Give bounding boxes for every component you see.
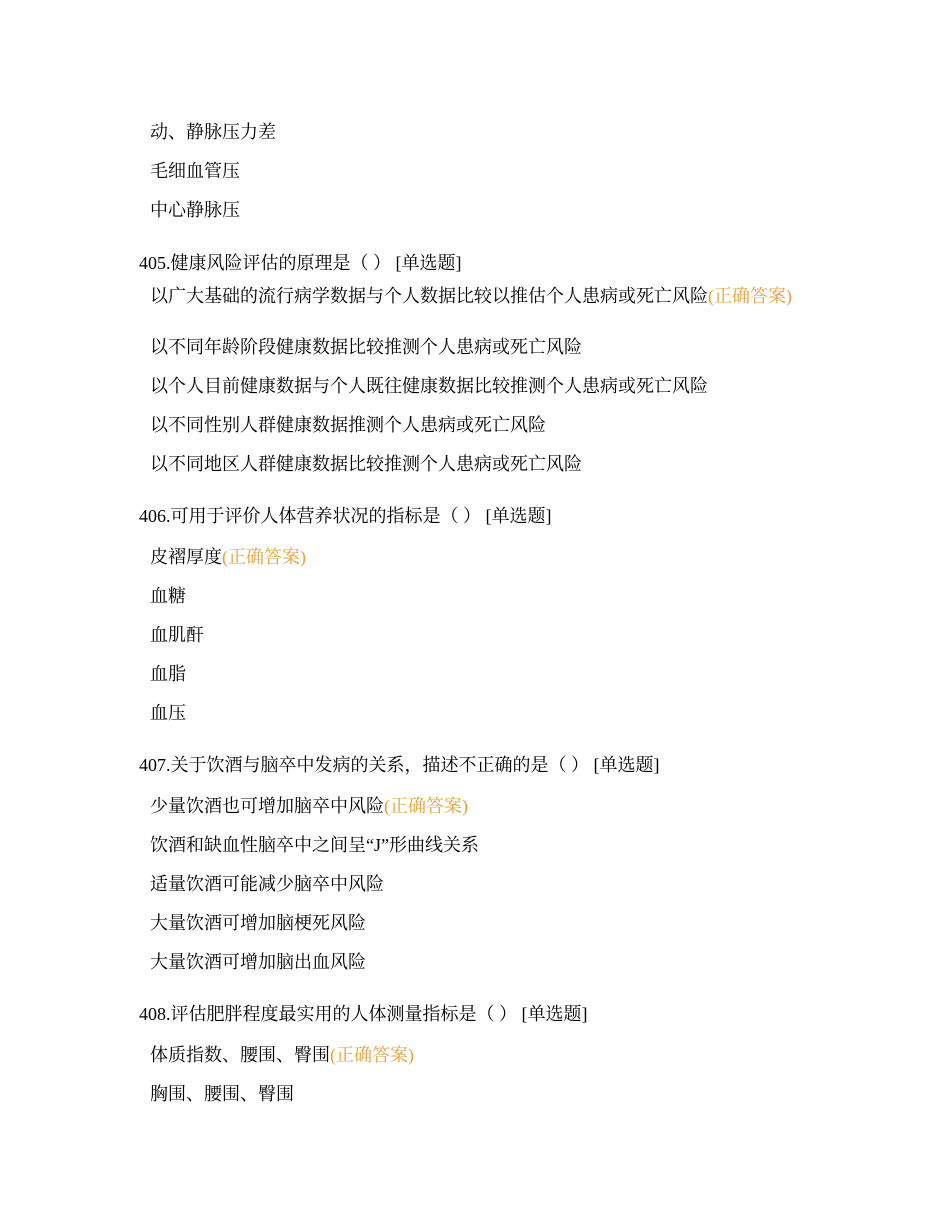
question-405-option-4: 以不同性别人群健康数据推测个人患病或死亡风险 <box>150 415 546 435</box>
correct-answer-tag: (正确答案) <box>384 796 468 816</box>
question-405-title: 405.健康风险评估的原理是（ ） [单选题] <box>139 253 462 273</box>
question-407-option-5: 大量饮酒可增加脑出血风险 <box>150 952 366 972</box>
correct-answer-tag: (正确答案) <box>222 547 306 567</box>
option-text: 皮褶厚度 <box>150 547 222 567</box>
question-406-title: 406.可用于评价人体营养状况的指标是（ ） [单选题] <box>139 506 552 526</box>
option-text: 少量饮酒也可增加脑卒中风险 <box>150 796 384 816</box>
question-407-option-1 <box>150 795 800 817</box>
question-406-option-1 <box>150 546 800 568</box>
question-406-option-2: 血糖 <box>150 586 186 606</box>
option-prev-3: 中心静脉压 <box>150 200 240 220</box>
question-408-title: 408.评估肥胖程度最实用的人体测量指标是（ ） [单选题] <box>139 1004 588 1024</box>
question-405-option-5: 以不同地区人群健康数据比较推测个人患病或死亡风险 <box>150 454 582 474</box>
question-406-option-5: 血压 <box>150 703 186 723</box>
option-prev-1: 动、静脉压力差 <box>150 122 276 142</box>
question-407-option-2: 饮酒和缺血性脑卒中之间呈“J”形曲线关系 <box>150 835 479 855</box>
question-405-option-2: 以不同年龄阶段健康数据比较推测个人患病或死亡风险 <box>150 337 582 357</box>
question-406-option-3: 血肌酐 <box>150 625 204 645</box>
correct-answer-tag: (正确答案) <box>708 286 792 306</box>
question-405-option-1 <box>150 285 800 307</box>
question-406-option-4: 血脂 <box>150 664 186 684</box>
option-prev-2: 毛细血管压 <box>150 161 240 181</box>
question-408-option-1 <box>150 1044 800 1066</box>
question-407-option-3: 适量饮酒可能减少脑卒中风险 <box>150 874 384 894</box>
question-407-option-4: 大量饮酒可增加脑梗死风险 <box>150 913 366 933</box>
question-407-title: 407.关于饮酒与脑卒中发病的关系，描述不正确的是（ ） [单选题] <box>139 755 660 775</box>
question-405-option-3: 以个人目前健康数据与个人既往健康数据比较推测个人患病或死亡风险 <box>150 376 708 396</box>
option-text: 以广大基础的流行病学数据与个人数据比较以推估个人患病或死亡风险 <box>150 286 708 306</box>
correct-answer-tag: (正确答案) <box>330 1045 414 1065</box>
question-408-option-2: 胸围、腰围、臀围 <box>150 1084 294 1104</box>
option-text: 体质指数、腰围、臀围 <box>150 1045 330 1065</box>
